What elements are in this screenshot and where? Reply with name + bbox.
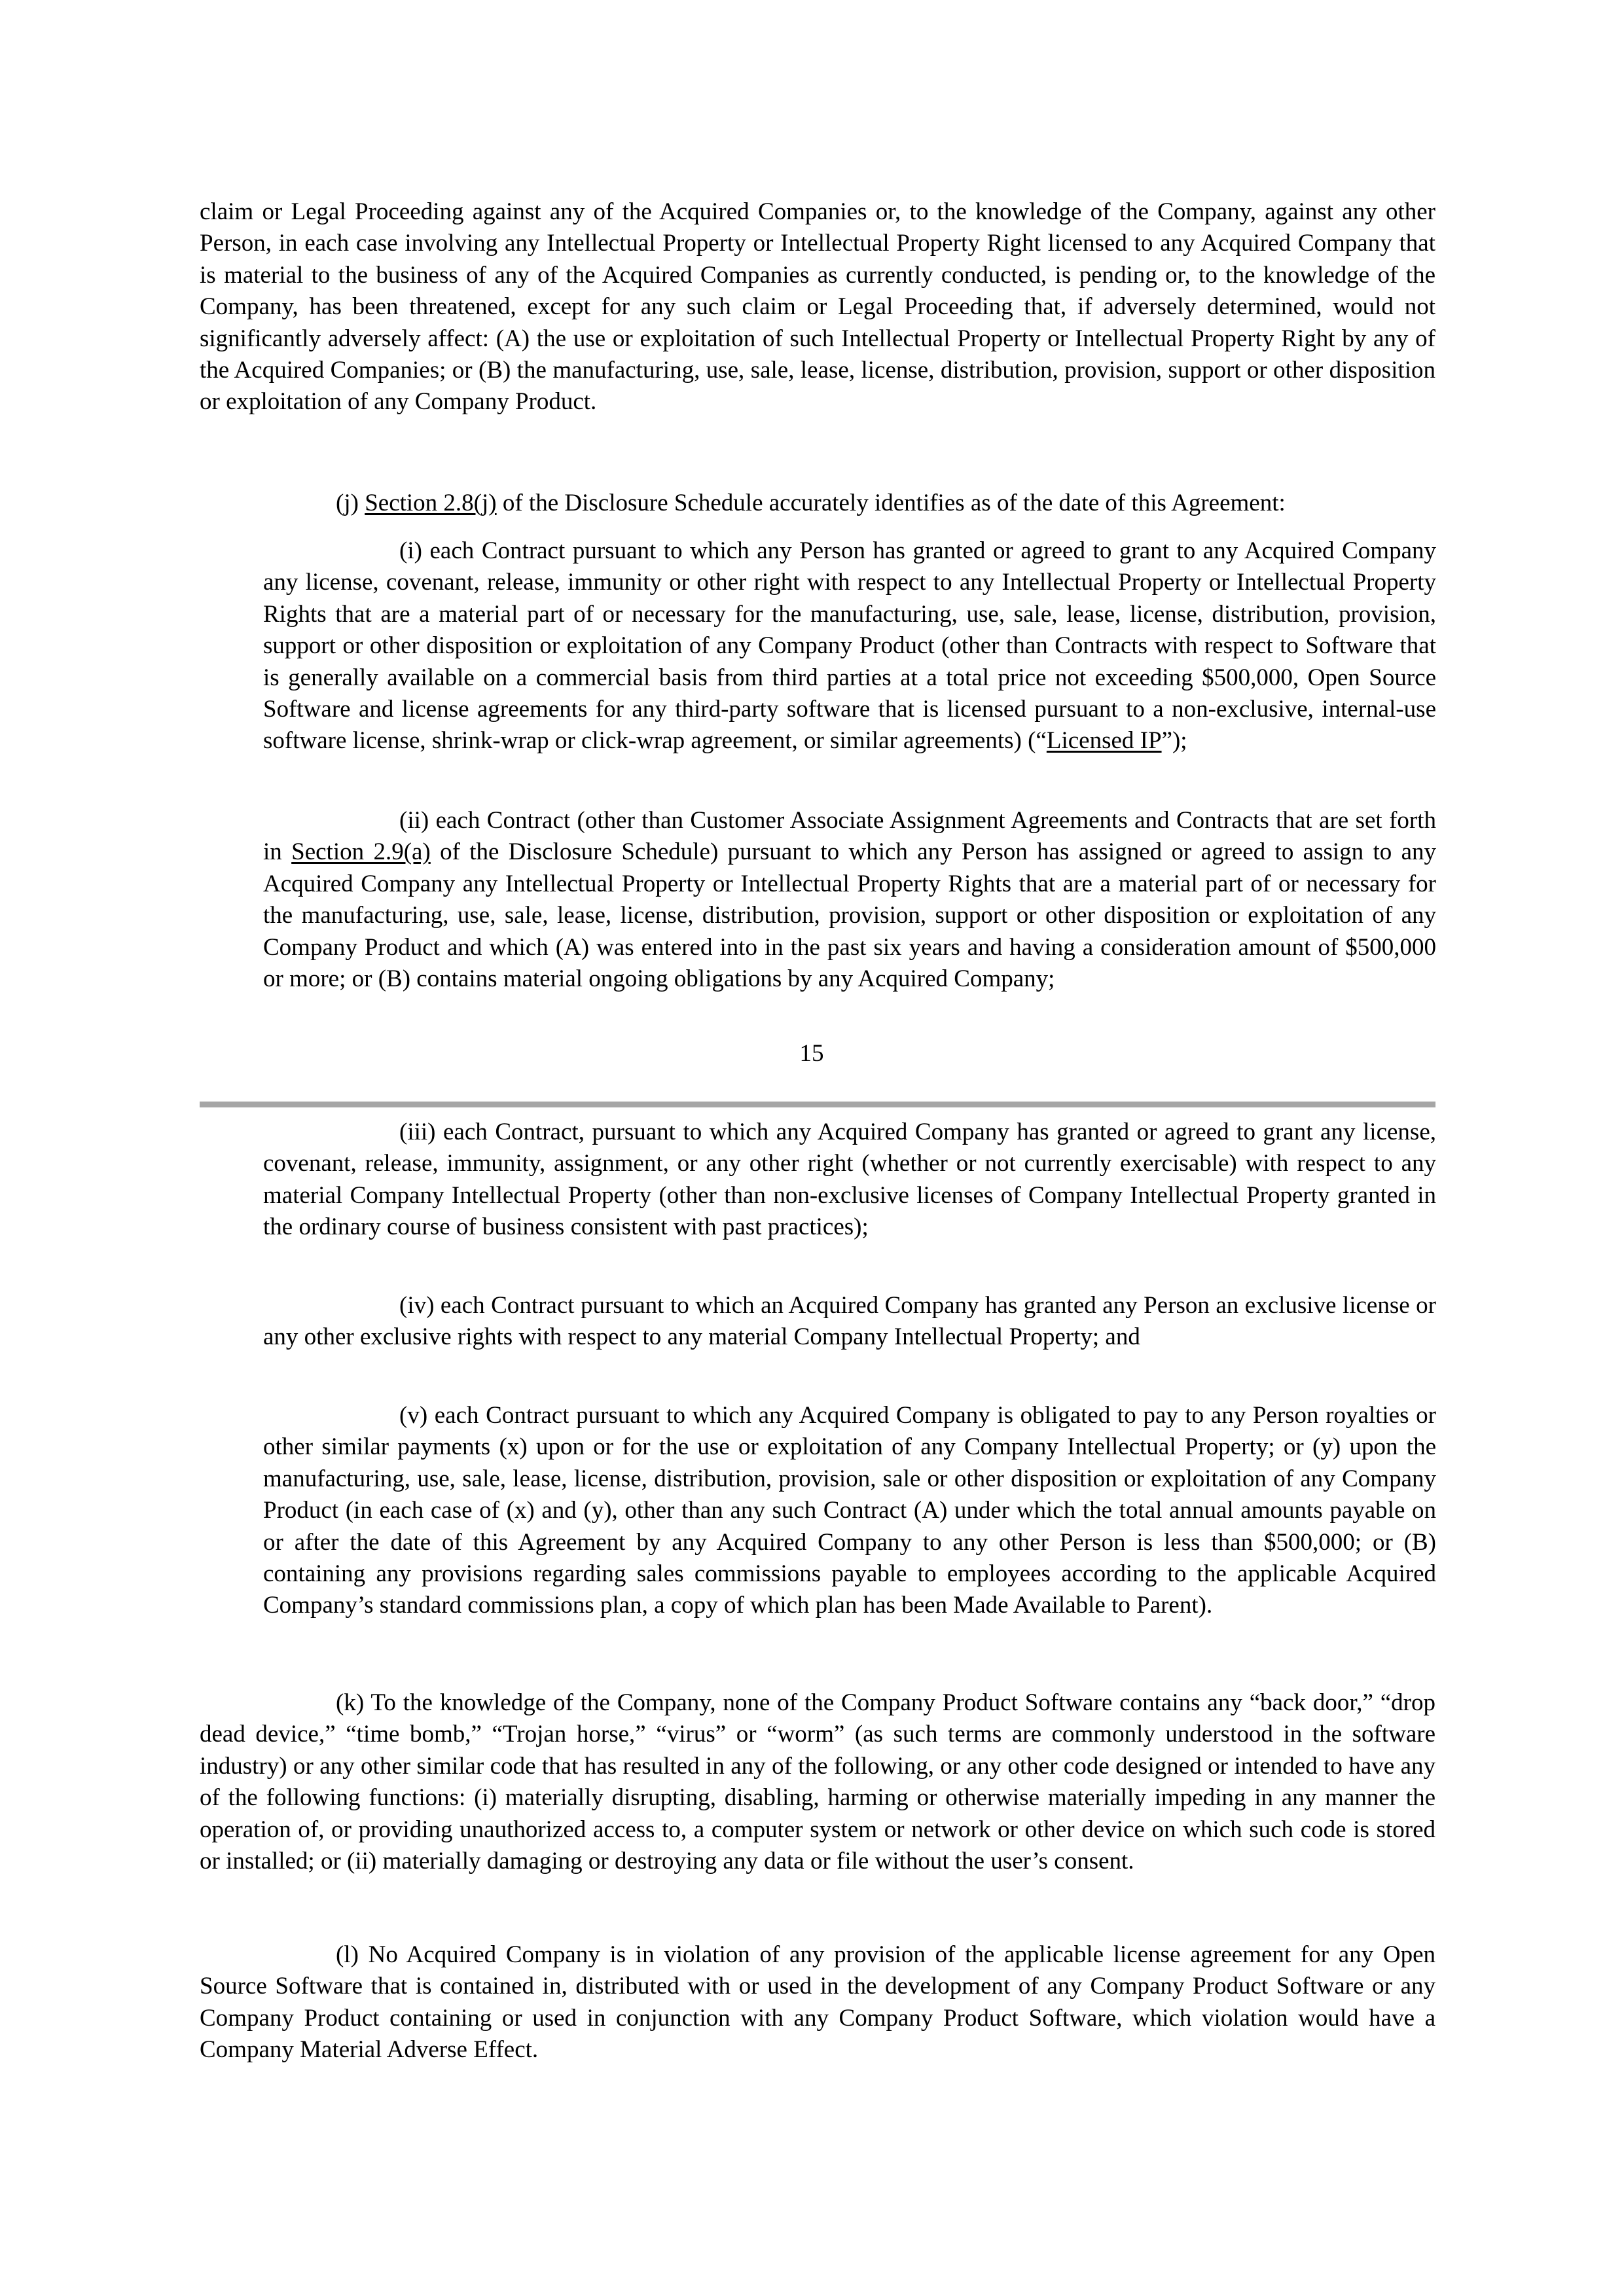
- page-break-divider: [200, 1102, 1435, 1107]
- paragraph-j-i-text: (i) each Contract pursuant to which any Person has granted or agreed to grant to any Acquired Company any license, covenant, release, immunity or other right with respect to any Intellectual Property or Intellectual Property Rights that are a material part of or necessary for the manufacturing, use, sale, lease, license, distribution, provision, support or other disposition or exploitation of any Company Product (other than Contracts with respect to Software that is generally available on a commercial basis from third parties at a total price not exceeding $500,000, Open Source Software and license agreements for any third-party software that is licensed pursuant to a non-exclusive, internal-use software license, shrink-wrap or click-wrap agreement, or similar agreements) (“: [263, 537, 1436, 755]
- page-number: 15: [799, 1040, 824, 1067]
- paragraph-j-ii-suffix: of the Disclosure Schedule) pursuant to which any Person has assigned or agreed to assign to any Acquired Company any Intellectual Property or Intellectual Property Rights that are a material part of or necessary for the manufacturing, use, sale, lease, license, distribution, provision, support or other disposition or exploitation of any Company Product and which (A) was entered into in the past six years and having a consideration amount of $500,000 or more; or (B) contains material ongoing obligations by any Acquired Company;: [263, 838, 1437, 993]
- defined-term-licensed-ip: Licensed IP: [1046, 727, 1162, 755]
- paragraph-j-i: [263, 535, 1436, 757]
- paragraph-j-iv: (iv) each Contract pursuant to which an Acquired Company has granted any Person an exclusive license or any other exclusive rights with respect to any material Company Intellectual Property; and: [263, 1292, 1436, 1351]
- paragraph-j-v: (v) each Contract pursuant to which any Acquired Company is obligated to pay to any Person royalties or other similar payments (x) upon or for the use or exploitation of any Company Intellectual Property; or (y) upon the manufacturing, use, sale, lease, license, distribution, provision, sale or other disposition or exploitation of any Company Product (in each case of (x) and (y), other than any such Contract (A) under which the total annual amounts payable on or after the date of this Agreement by any Acquired Company to any other Person is less than $500,000; or (B) containing any provisions regarding sales commissions payable to employees according to the applicable Acquired Company’s standard commissions plan, a copy of which plan has been Made Available to Parent).: [263, 1402, 1436, 1619]
- paragraph-j-prefix: (j): [336, 490, 365, 516]
- paragraph-j: [200, 488, 1435, 519]
- paragraph-j-i-end: ”);: [1161, 727, 1187, 755]
- paragraph-k: (k) To the knowledge of the Company, none of the Company Product Software contains any “back door,” “drop dead device,” “time bomb,” “Trojan horse,” “virus” or “worm” (as such terms are commonly understood in the software industry) or any other similar code that has resulted in any of the following, or any other code designed or intended to have any of the following functions: (i) materially disrupting, disabling, harming or otherwise materially impeding in any manner the operation of, or providing unauthorized access to, a computer system or network or other device on which such code is stored or installed; or (ii) materially damaging or destroying any data or file without the user’s consent.: [200, 1689, 1435, 1875]
- paragraph-claim-continuation: claim or Legal Proceeding against any of the Acquired Companies or, to the knowledge of the Company, against any other Person, in each case involving any Intellectual Property or Intellectual Property Right licensed to any Acquired Company that is material to the business of any of the Acquired Companies as currently conducted, is pending or, to the knowledge of the Company, has been threatened, except for any such claim or Legal Proceeding that, if adversely determined, would not significantly adversely affect: (A) the use or exploitation of such Intellectual Property or Intellectual Property Right by any of the Acquired Companies; or (B) the manufacturing, use, sale, lease, license, distribution, provision, support or other disposition or exploitation of any Company Product.: [200, 198, 1435, 416]
- paragraph-j-ii: [263, 805, 1436, 995]
- section-reference-2-9-a[interactable]: Section 2.9(a): [291, 838, 431, 866]
- paragraph-j-suffix: of the Disclosure Schedule accurately identifies as of the date of this Agreement:: [496, 490, 1286, 516]
- paragraph-j-ii-prefix: (ii) each Contract (other than Customer Associate Assignment Agreements and Contracts that are set forth in: [263, 807, 1436, 866]
- paragraph-j-iii: (iii) each Contract, pursuant to which any Acquired Company has granted or agreed to grant any license, covenant, release, immunity, assignment, or any other right (whether or not currently exercisable) with respect to any material Company Intellectual Property (other than non-exclusive licenses of Company Intellectual Property granted in the ordinary course of business consistent with past practices);: [263, 1119, 1436, 1241]
- paragraph-l: (l) No Acquired Company is in violation of any provision of the applicable license agreement for any Open Source Software that is contained in, distributed with or used in the development of any Company Product Software or any Company Product containing or used in conjunction with any Company Product Software, which violation would have a Company Material Adverse Effect.: [200, 1941, 1435, 2064]
- section-reference-2-8-j[interactable]: Section 2.8(j): [365, 490, 497, 516]
